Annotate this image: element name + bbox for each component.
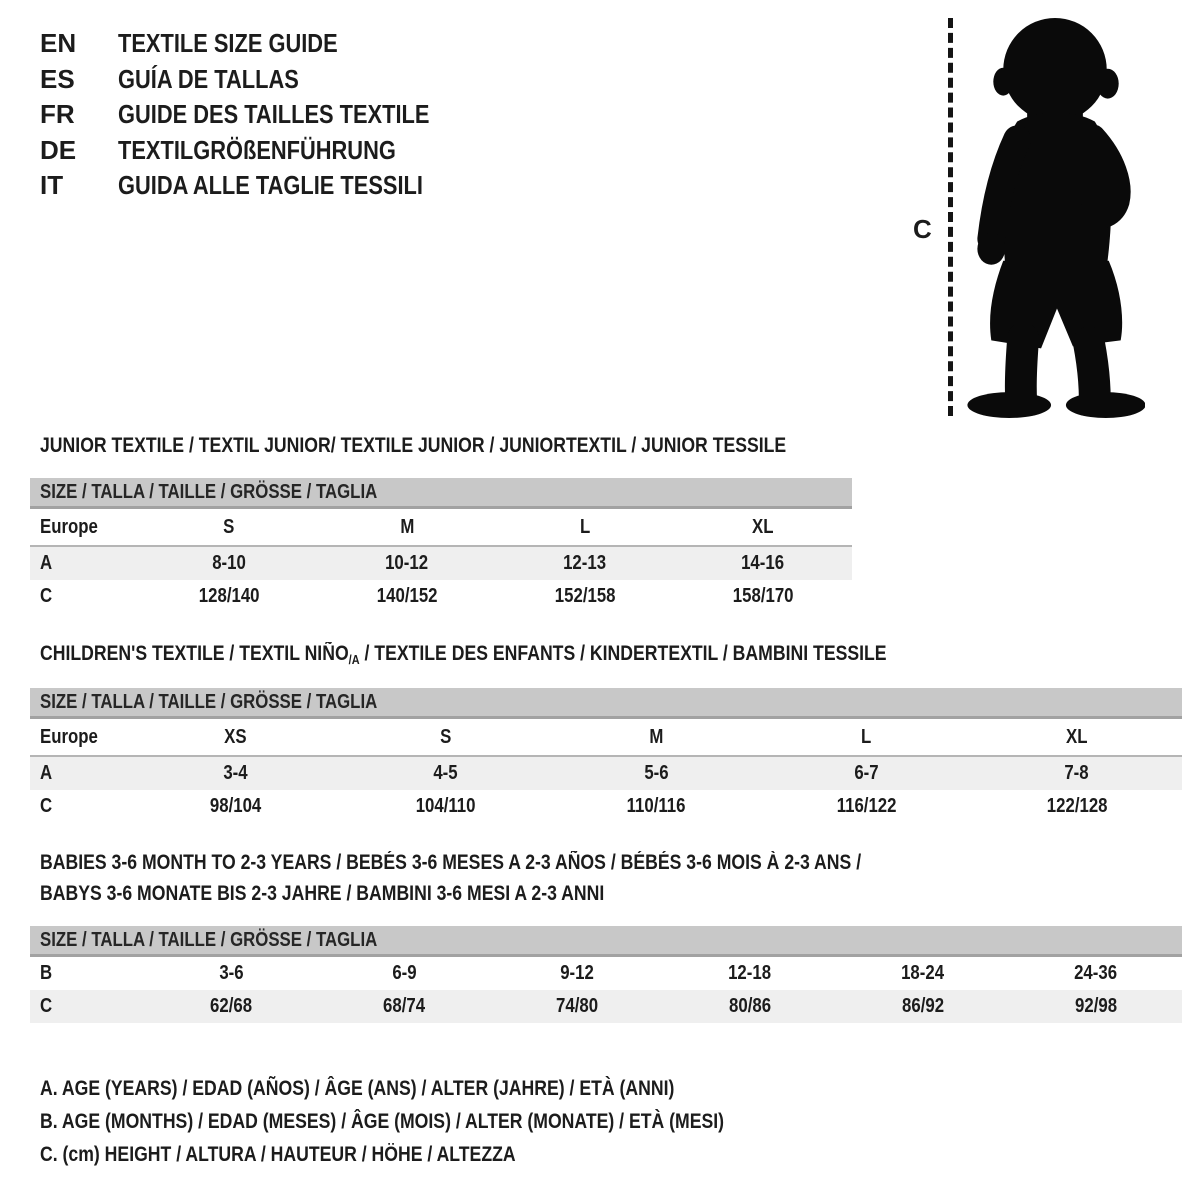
guide-title-en: TEXTILE SIZE GUIDE [118,28,338,58]
babies-row-age-months [30,957,1182,990]
babies-title-line2: BABYS 3-6 MONATE BIS 2-3 JAHRE / BAMBINI 3-6 MESI A 2-3 ANNI [40,882,605,905]
age-value: 5-6 [643,762,669,784]
height-measure-line [948,18,953,416]
junior-columns-row [30,509,852,547]
age-value: 7-8 [1064,762,1089,784]
size-column-m: M [648,725,663,748]
guide-title-de: TEXTILGRÖßENFÜHRUNG [118,134,396,165]
row-label: B [40,962,53,984]
height-value: 116/122 [836,795,897,817]
age-value: 4-5 [433,762,458,784]
language-code: EN [40,28,77,58]
height-value: 74/80 [556,995,599,1017]
guide-title-fr: GUIDE DES TAILLES TEXTILE [118,99,430,129]
guide-title-es: GUÍA DE TALLAS [118,63,299,94]
children-row-age [30,757,1182,790]
age-value: 3-4 [223,762,248,784]
legend-line-b: B. AGE (MONTHS) / EDAD (MESES) / ÂGE (MOIS) / ALTER (MONATE) / ETÀ (MESI) [40,1110,725,1133]
height-value: 104/110 [415,795,476,817]
row-label: C [40,585,53,607]
age-value: 10-12 [385,552,429,574]
size-column-l: L [861,725,872,748]
legend-line-c: C. (cm) HEIGHT / ALTURA / HAUTEUR / HÖHE / ALTEZZA [40,1143,516,1166]
babies-section-title [40,847,1018,909]
age-months-value: 18-24 [901,962,945,984]
height-value: 86/92 [901,995,944,1017]
age-value: 14-16 [741,552,785,574]
size-header-bar: SIZE / TALLA / TAILLE / GRÖSSE / TAGLIA [30,688,1182,719]
row-label: C [40,795,53,817]
legend-line-a: A. AGE (YEARS) / EDAD (AÑOS) / ÂGE (ANS) / ALTER (JAHRE) / ETÀ (ANNI) [40,1077,675,1100]
height-value: 110/116 [626,795,686,817]
age-value: 6-7 [854,762,879,784]
size-column-xl: XL [1066,725,1088,748]
size-column-xl: XL [752,515,774,538]
height-value: 140/152 [376,585,438,607]
junior-row-height [30,580,852,613]
size-header-bar: SIZE / TALLA / TAILLE / GRÖSSE / TAGLIA [30,478,852,509]
language-code: IT [40,170,64,200]
height-value: 158/170 [732,585,794,607]
height-value: 80/86 [728,995,771,1017]
height-value: 152/158 [554,585,616,607]
height-value: 68/74 [383,995,426,1017]
language-row-es [40,62,489,98]
size-column-m: M [399,515,414,538]
children-section-title: CHILDREN'S TEXTILE / TEXTIL NIÑO/A / TEXTILE DES ENFANTS / KINDERTEXTIL / BAMBINI TESSILE [40,642,887,667]
babies-size-table [30,926,1182,1023]
guide-title-it: GUIDA ALLE TAGLIE TESSILI [118,170,423,200]
baby-silhouette-icon [965,10,1145,418]
language-code: FR [40,99,75,129]
language-title-list [40,26,489,204]
height-value: 92/98 [1074,995,1117,1017]
children-row-height [30,790,1182,823]
size-column-xs: XS [223,725,247,748]
children-columns-row [30,719,1182,757]
age-months-value: 3-6 [219,962,244,984]
age-months-value: 9-12 [560,962,594,984]
height-value: 62/68 [210,995,253,1017]
age-months-value: 12-18 [728,962,772,984]
height-measure-label: C [913,214,932,244]
height-value: 128/140 [198,585,260,607]
language-row-it [40,168,489,204]
height-value: 98/104 [209,795,261,817]
language-code: DE [40,134,77,165]
babies-row-height [30,990,1182,1023]
language-row-de [40,133,489,169]
region-label: Europe [40,725,98,748]
region-label: Europe [40,515,98,538]
size-header-bar: SIZE / TALLA / TAILLE / GRÖSSE / TAGLIA [30,926,1182,957]
nino-a-subscript: /A [348,652,360,667]
junior-section-title: JUNIOR TEXTILE / TEXTIL JUNIOR/ TEXTILE JUNIOR / JUNIORTEXTIL / JUNIOR TESSILE [40,434,787,457]
row-label: C [40,995,53,1017]
measure-legend [40,1072,854,1171]
row-label: A [40,762,53,784]
children-size-table [30,688,1182,823]
language-code: ES [40,63,75,94]
size-column-s: S [439,725,452,748]
age-months-value: 24-36 [1074,962,1118,984]
age-value: 12-13 [563,552,607,574]
age-value: 8-10 [212,552,246,574]
junior-row-age [30,547,852,580]
junior-size-table [30,478,852,613]
height-value: 122/128 [1046,795,1108,817]
babies-title-line1: BABIES 3-6 MONTH TO 2-3 YEARS / BEBÉS 3-6 MESES A 2-3 AÑOS / BÉBÉS 3-6 MOIS À 2-3 ANS / [40,851,862,874]
age-months-value: 6-9 [392,962,417,984]
row-label: A [40,552,53,574]
size-column-s: S [223,515,235,538]
language-row-fr [40,97,489,133]
language-row-en [40,26,489,62]
size-column-l: L [579,515,591,538]
